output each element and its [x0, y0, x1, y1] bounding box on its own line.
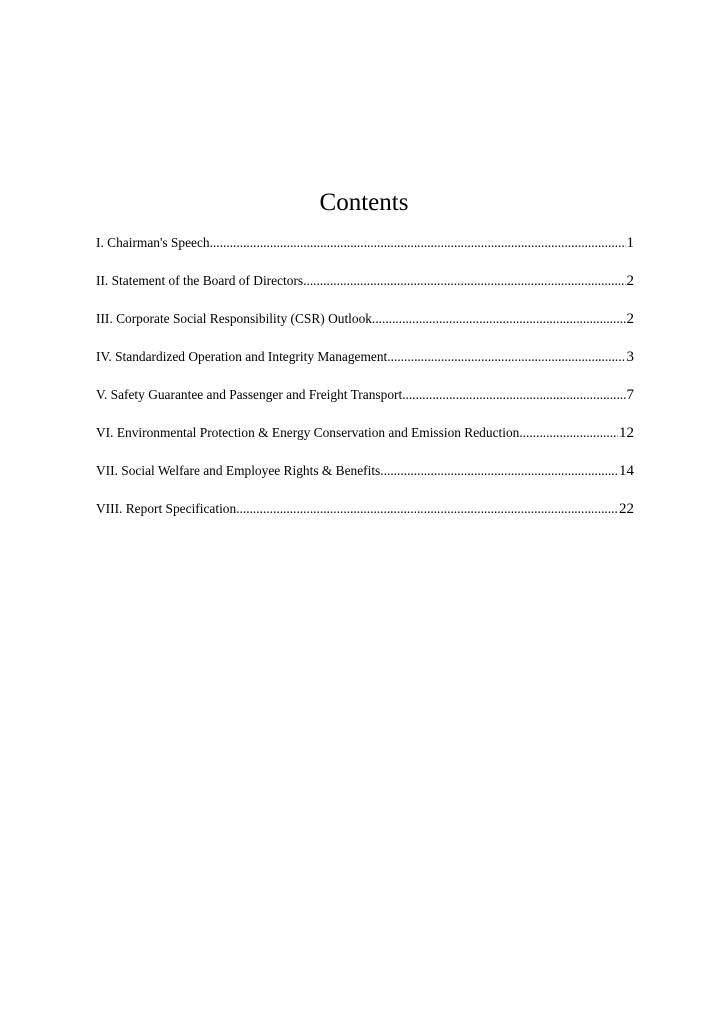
toc-entry-integrity-management[interactable] — [96, 347, 634, 366]
toc-entry-chairmans-speech[interactable] — [96, 233, 634, 252]
dot-leader — [402, 385, 625, 404]
toc-page-number: 3 — [626, 349, 634, 365]
dot-leader — [372, 309, 626, 328]
dot-leader — [380, 461, 618, 480]
toc-entry-csr-outlook[interactable] — [96, 309, 634, 328]
toc-entry-label: VI. Environmental Protection & Energy Conservation and Emission Reduction — [96, 425, 520, 440]
contents-title: Contents — [319, 188, 409, 216]
dot-leader — [210, 233, 626, 252]
toc-page-number: 14 — [619, 463, 634, 479]
toc-page-number: 12 — [619, 425, 634, 441]
toc-entry-board-statement[interactable] — [96, 271, 634, 290]
toc-entry-label: III. Corporate Social Responsibility (CSR) Outlook — [96, 311, 372, 326]
toc-entry-label: VII. Social Welfare and Employee Rights & Benefits — [96, 463, 381, 478]
toc-page-number: 22 — [619, 501, 634, 517]
toc-entry-report-specification[interactable] — [96, 499, 634, 518]
toc-entry-label: II. Statement of the Board of Directors — [96, 273, 304, 288]
toc-page-number: 1 — [626, 235, 634, 251]
dot-leader — [236, 499, 618, 518]
toc-entry-label: V. Safety Guarantee and Passenger and Freight Transport — [96, 387, 403, 402]
dot-leader — [387, 347, 625, 366]
toc-entry-label: I. Chairman's Speech — [96, 235, 210, 250]
toc-page-number: 7 — [626, 387, 634, 403]
dot-leader — [303, 271, 625, 290]
toc-entry-label: IV. Standardized Operation and Integrity Management — [96, 349, 388, 364]
table-of-contents — [96, 233, 634, 537]
toc-entry-environmental-protection[interactable] — [96, 423, 634, 442]
toc-entry-label: VIII. Report Specification — [96, 501, 237, 516]
toc-page-number: 2 — [626, 273, 634, 289]
toc-entry-safety-transport[interactable] — [96, 385, 634, 404]
dot-leader — [519, 423, 618, 442]
toc-entry-social-welfare[interactable] — [96, 461, 634, 480]
toc-page-number: 2 — [626, 311, 634, 327]
